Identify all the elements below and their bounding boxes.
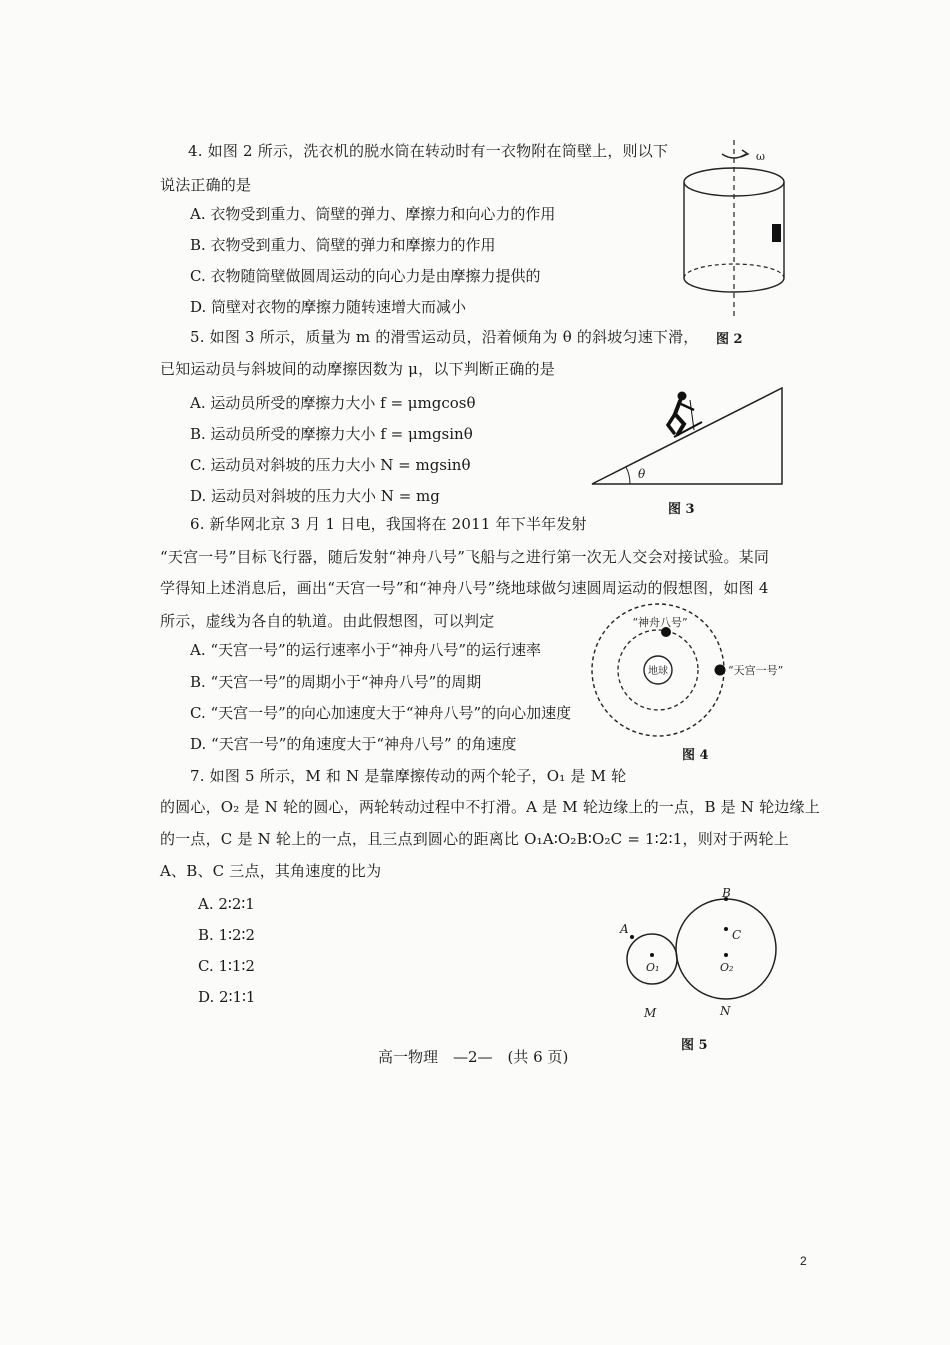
wheel-n-label: N <box>720 1004 731 1018</box>
theta-label: θ <box>638 467 646 481</box>
point-a-label: A <box>620 922 629 936</box>
q6-stem-line3: 学得知上述消息后，画出“天宫一号”和“神舟八号”绕地球做匀速圆周运动的假想图，如图 4 <box>160 579 769 597</box>
figure-2-drum <box>672 140 792 320</box>
o1-label: O₁ <box>646 961 660 974</box>
tiangong-label: “天宫一号” <box>728 664 784 677</box>
q7-option-a: A. 2∶2∶1 <box>198 895 255 913</box>
figure-5-caption: 图 5 <box>681 1038 708 1053</box>
q6-option-b: B. “天宫一号”的周期小于“神舟八号”的周期 <box>190 673 482 691</box>
q7-option-d: D. 2∶1∶1 <box>198 988 256 1006</box>
shenzhou-label: “神舟八号” <box>632 616 688 629</box>
q6-option-a: A. “天宫一号”的运行速率小于“神舟八号”的运行速率 <box>190 641 542 659</box>
page-number: 2 <box>800 1254 807 1268</box>
q4-stem-line1: 4. 如图 2 所示，洗衣机的脱水筒在转动时有一衣物附在筒壁上，则以下 <box>188 142 669 160</box>
q5-stem-line2: 已知运动员与斜坡间的动摩擦因数为 μ，以下判断正确的是 <box>160 360 555 378</box>
figure-3-slope <box>590 380 790 490</box>
figure-4-caption: 图 4 <box>682 748 709 763</box>
q4-option-c: C. 衣物随筒壁做圆周运动的向心力是由摩擦力提供的 <box>190 267 541 285</box>
q7-stem-line3: 的一点，C 是 N 轮上的一点，且三点到圆心的距离比 O₁A∶O₂B∶O₂C = 1∶2∶1，则对于两轮上 <box>160 830 789 848</box>
wheel-m-label: M <box>644 1006 657 1020</box>
earth-label: 地球 <box>648 666 668 677</box>
page-footer: 高一物理 —2— (共 6 页) <box>378 1048 569 1066</box>
q5-option-b: B. 运动员所受的摩擦力大小 f = μmgsinθ <box>190 425 473 443</box>
clothing-item <box>772 224 781 242</box>
figure-4-orbits <box>592 600 792 740</box>
wheel-m <box>627 934 677 984</box>
omega-label: ω <box>756 150 765 163</box>
q6-stem-line2: “天宫一号”目标飞行器，随后发射“神舟八号”飞船与之进行第一次无人交会对接试验。某同 <box>160 548 770 566</box>
q4-option-a: A. 衣物受到重力、筒壁的弹力、摩擦力和向心力的作用 <box>190 205 556 223</box>
q7-option-c: C. 1∶1∶2 <box>198 957 255 975</box>
q7-stem-line1: 7. 如图 5 所示，M 和 N 是靠摩擦传动的两个轮子，O₁ 是 M 轮 <box>190 767 627 785</box>
q7-stem-line4: A、B、C 三点，其角速度的比为 <box>160 862 382 880</box>
q7-option-b: B. 1∶2∶2 <box>198 926 255 944</box>
q6-option-c: C. “天宫一号”的向心加速度大于“神舟八号”的向心加速度 <box>190 704 572 722</box>
point-b-label: B <box>722 886 731 900</box>
wheel-n <box>676 899 776 999</box>
q4-option-b: B. 衣物受到重力、筒壁的弹力和摩擦力的作用 <box>190 236 496 254</box>
tiangong-1-dot <box>715 665 726 676</box>
q6-stem-line1: 6. 新华网北京 3 月 1 日电，我国将在 2011 年下半年发射 <box>190 515 587 533</box>
q6-option-d: D. “天宫一号”的角速度大于“神舟八号” 的角速度 <box>190 735 517 753</box>
figure-5-wheels <box>612 885 792 1025</box>
q5-option-a: A. 运动员所受的摩擦力大小 f = μmgcosθ <box>190 394 476 412</box>
q4-stem-line2: 说法正确的是 <box>160 176 252 194</box>
q5-option-c: C. 运动员对斜坡的压力大小 N = mgsinθ <box>190 456 471 474</box>
q5-stem-line1: 5. 如图 3 所示，质量为 m 的滑雪运动员，沿着倾角为 θ 的斜坡匀速下滑， <box>190 328 699 346</box>
o2-label: O₂ <box>720 961 734 974</box>
q4-option-d: D. 筒壁对衣物的摩擦力随转速增大而减小 <box>190 298 467 316</box>
q7-stem-line2: 的圆心，O₂ 是 N 轮的圆心，两轮转动过程中不打滑。A 是 M 轮边缘上的一点，B 是 N 轮边缘上 <box>160 798 820 816</box>
q5-option-d: D. 运动员对斜坡的压力大小 N = mg <box>190 487 440 505</box>
point-c-label: C <box>732 928 742 942</box>
figure-3-caption: 图 3 <box>668 502 695 517</box>
figure-2-caption: 图 2 <box>716 332 743 347</box>
q6-stem-line4: 所示，虚线为各自的轨道。由此假想图，可以判定 <box>160 612 495 630</box>
